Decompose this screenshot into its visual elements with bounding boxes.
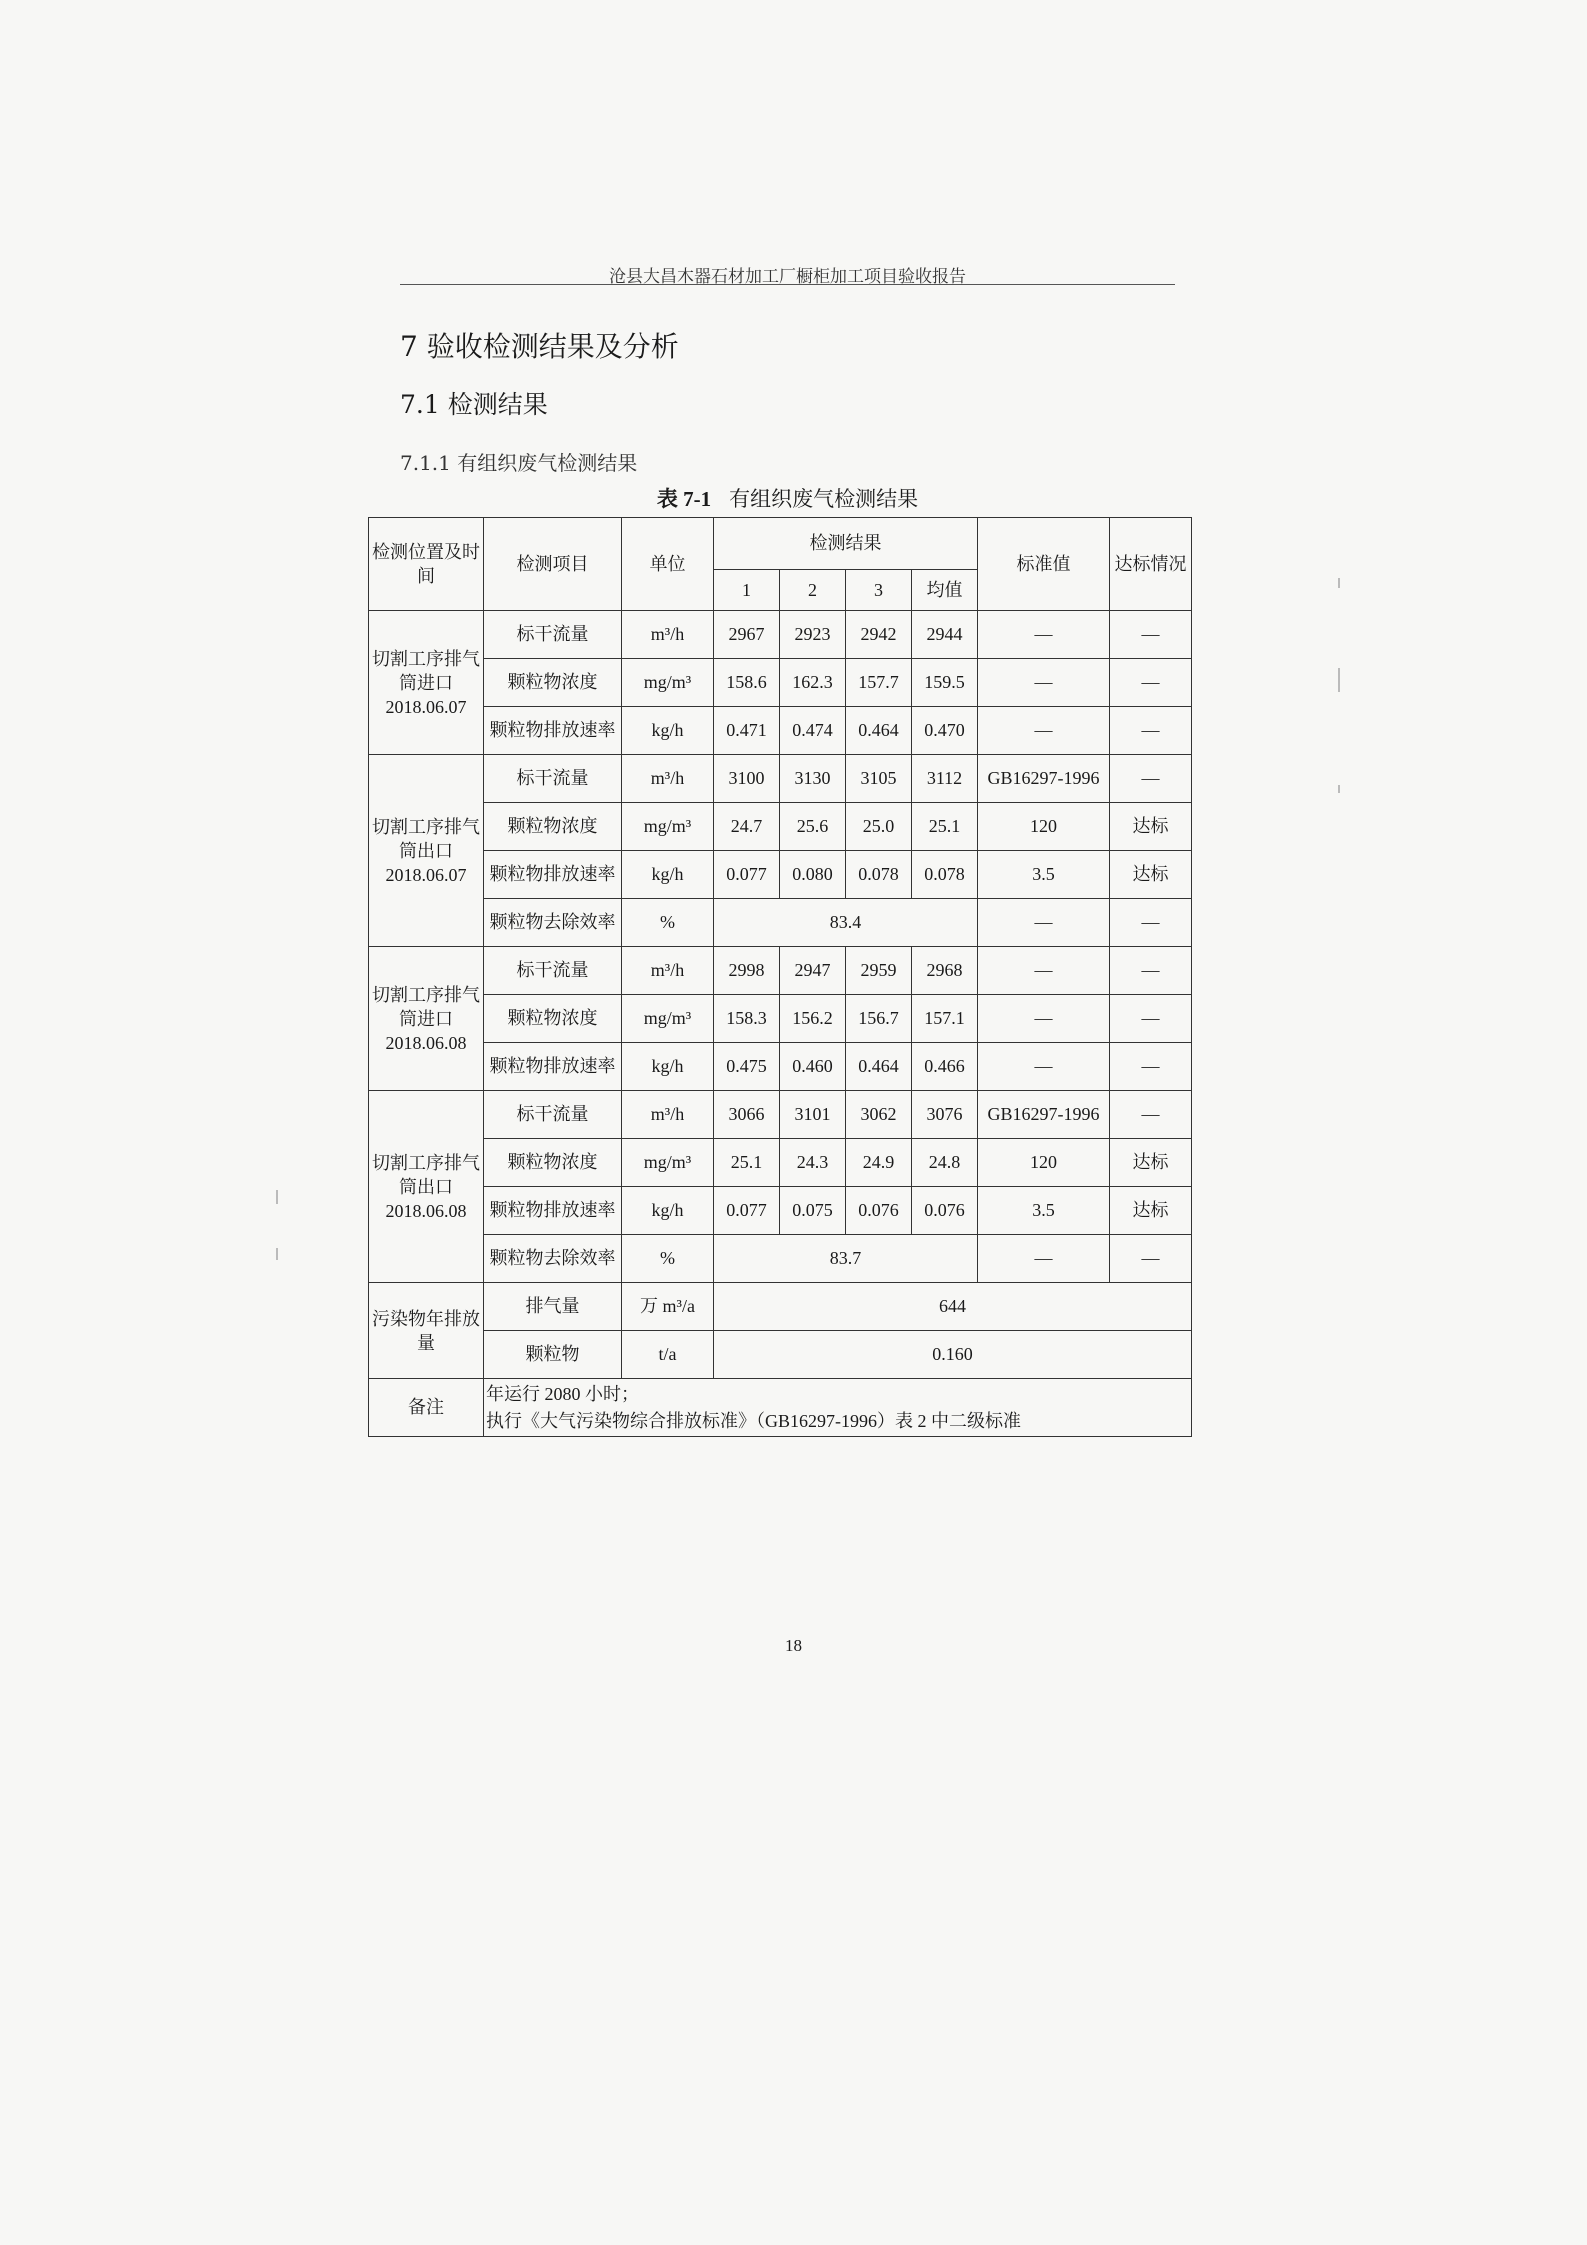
result-2-cell: 162.3 bbox=[780, 659, 846, 707]
section-title: 7.1 检测结果 bbox=[400, 390, 548, 419]
result-1-cell: 0.471 bbox=[714, 707, 780, 755]
average-cell: 3112 bbox=[912, 755, 978, 803]
compliance-cell: 达标 bbox=[1110, 851, 1192, 899]
result-1-cell: 0.475 bbox=[714, 1043, 780, 1091]
table-row bbox=[369, 707, 1192, 755]
average-cell: 0.470 bbox=[912, 707, 978, 755]
result-1-cell: 0.077 bbox=[714, 851, 780, 899]
compliance-cell: — bbox=[1110, 755, 1192, 803]
unit-cell: mg/m³ bbox=[622, 995, 714, 1043]
table-caption-title: 有组织废气检测结果 bbox=[729, 487, 919, 511]
unit-cell: kg/h bbox=[622, 707, 714, 755]
result-1-cell: 24.7 bbox=[714, 803, 780, 851]
annual-row bbox=[369, 1283, 1192, 1331]
annual-row bbox=[369, 1331, 1192, 1379]
result-3-cell: 24.9 bbox=[846, 1139, 912, 1187]
compliance-cell: — bbox=[1110, 1235, 1192, 1283]
unit-cell: mg/m³ bbox=[622, 659, 714, 707]
standard-cell: — bbox=[978, 1043, 1110, 1091]
result-3-cell: 0.464 bbox=[846, 707, 912, 755]
item-cell: 排气量 bbox=[484, 1283, 622, 1331]
result-1-cell: 25.1 bbox=[714, 1139, 780, 1187]
header-result-2: 2 bbox=[780, 570, 846, 611]
remarks-label-cell: 备注 bbox=[369, 1379, 484, 1437]
average-cell: 24.8 bbox=[912, 1139, 978, 1187]
standard-cell: 120 bbox=[978, 1139, 1110, 1187]
item-cell: 颗粒物去除效率 bbox=[484, 899, 622, 947]
result-2-cell: 2923 bbox=[780, 611, 846, 659]
result-2-cell: 24.3 bbox=[780, 1139, 846, 1187]
unit-cell: m³/h bbox=[622, 611, 714, 659]
remarks-line-2: 执行《大气污染物综合排放标准》（GB16297-1996）表 2 中二级标准 bbox=[486, 1410, 1021, 1431]
unit-cell: kg/h bbox=[622, 1043, 714, 1091]
scan-speck bbox=[1338, 578, 1340, 588]
table-row bbox=[369, 1091, 1192, 1139]
page-number: 18 bbox=[785, 1636, 802, 1655]
result-1-cell: 3066 bbox=[714, 1091, 780, 1139]
standard-cell: — bbox=[978, 947, 1110, 995]
unit-cell: mg/m³ bbox=[622, 1139, 714, 1187]
header-result-1: 1 bbox=[714, 570, 780, 611]
result-1-cell: 2967 bbox=[714, 611, 780, 659]
result-3-cell: 2959 bbox=[846, 947, 912, 995]
standard-cell: GB16297-1996 bbox=[978, 1091, 1110, 1139]
table-row bbox=[369, 659, 1192, 707]
table-body bbox=[369, 518, 1192, 1437]
scan-speck bbox=[276, 1248, 278, 1260]
item-cell: 颗粒物浓度 bbox=[484, 1139, 622, 1187]
compliance-cell: — bbox=[1110, 1043, 1192, 1091]
unit-cell: m³/h bbox=[622, 755, 714, 803]
unit-cell: 万 m³/a bbox=[622, 1283, 714, 1331]
standard-cell: 3.5 bbox=[978, 851, 1110, 899]
compliance-cell: — bbox=[1110, 707, 1192, 755]
item-cell: 颗粒物去除效率 bbox=[484, 1235, 622, 1283]
table-row bbox=[369, 611, 1192, 659]
header-location-time: 检测位置及时间 bbox=[369, 518, 484, 611]
header-compliance: 达标情况 bbox=[1110, 518, 1192, 611]
location-time-cell: 切割工序排气筒进口2018.06.07 bbox=[369, 611, 484, 755]
average-cell: 0.078 bbox=[912, 851, 978, 899]
result-2-cell: 3101 bbox=[780, 1091, 846, 1139]
results-table bbox=[368, 517, 1192, 1437]
item-cell: 标干流量 bbox=[484, 1091, 622, 1139]
standard-cell: — bbox=[978, 611, 1110, 659]
table-row bbox=[369, 947, 1192, 995]
result-2-cell: 0.460 bbox=[780, 1043, 846, 1091]
unit-cell: % bbox=[622, 899, 714, 947]
standard-cell: — bbox=[978, 1235, 1110, 1283]
header-results: 检测结果 bbox=[714, 518, 978, 570]
result-2-cell: 0.080 bbox=[780, 851, 846, 899]
subsection-title: 7.1.1 有组织废气检测结果 bbox=[400, 451, 638, 475]
unit-cell: mg/m³ bbox=[622, 803, 714, 851]
remarks-content-cell bbox=[484, 1379, 1192, 1437]
result-3-cell: 3105 bbox=[846, 755, 912, 803]
item-cell: 颗粒物浓度 bbox=[484, 995, 622, 1043]
scan-speck bbox=[1338, 668, 1340, 692]
efficiency-row bbox=[369, 899, 1192, 947]
annual-label-cell: 污染物年排放量 bbox=[369, 1283, 484, 1379]
location-time-cell: 切割工序排气筒出口2018.06.08 bbox=[369, 1091, 484, 1283]
efficiency-row bbox=[369, 1235, 1192, 1283]
header-standard: 标准值 bbox=[978, 518, 1110, 611]
compliance-cell: — bbox=[1110, 1091, 1192, 1139]
table-row bbox=[369, 995, 1192, 1043]
unit-cell: kg/h bbox=[622, 851, 714, 899]
result-3-cell: 25.0 bbox=[846, 803, 912, 851]
table-row bbox=[369, 803, 1192, 851]
result-1-cell: 0.077 bbox=[714, 1187, 780, 1235]
result-1-cell: 158.3 bbox=[714, 995, 780, 1043]
result-3-cell: 3062 bbox=[846, 1091, 912, 1139]
result-2-cell: 2947 bbox=[780, 947, 846, 995]
average-cell: 25.1 bbox=[912, 803, 978, 851]
unit-cell: % bbox=[622, 1235, 714, 1283]
scan-speck bbox=[276, 1190, 278, 1204]
header-item: 检测项目 bbox=[484, 518, 622, 611]
remarks-line-1: 年运行 2080 小时； bbox=[486, 1383, 639, 1404]
compliance-cell: 达标 bbox=[1110, 1187, 1192, 1235]
standard-cell: GB16297-1996 bbox=[978, 755, 1110, 803]
efficiency-value-cell: 83.4 bbox=[714, 899, 978, 947]
table-row bbox=[369, 755, 1192, 803]
item-cell: 颗粒物浓度 bbox=[484, 659, 622, 707]
result-2-cell: 0.474 bbox=[780, 707, 846, 755]
scan-speck bbox=[1338, 785, 1340, 793]
item-cell: 颗粒物排放速率 bbox=[484, 1043, 622, 1091]
remarks-row bbox=[369, 1379, 1192, 1437]
result-3-cell: 157.7 bbox=[846, 659, 912, 707]
running-header: 沧县大昌木器石材加工厂橱柜加工项目验收报告 bbox=[609, 267, 966, 287]
header-row bbox=[369, 518, 1192, 570]
table-row bbox=[369, 1043, 1192, 1091]
compliance-cell: — bbox=[1110, 899, 1192, 947]
location-time-cell: 切割工序排气筒出口2018.06.07 bbox=[369, 755, 484, 947]
average-cell: 157.1 bbox=[912, 995, 978, 1043]
item-cell: 标干流量 bbox=[484, 611, 622, 659]
compliance-cell: 达标 bbox=[1110, 803, 1192, 851]
standard-cell: — bbox=[978, 707, 1110, 755]
compliance-cell: — bbox=[1110, 995, 1192, 1043]
header-result-3: 3 bbox=[846, 570, 912, 611]
average-cell: 2968 bbox=[912, 947, 978, 995]
table-caption-number: 表 7-1 bbox=[656, 487, 712, 511]
standard-cell: — bbox=[978, 899, 1110, 947]
header-rule bbox=[400, 284, 1175, 285]
standard-cell: — bbox=[978, 995, 1110, 1043]
chapter-title: 7 验收检测结果及分析 bbox=[400, 330, 679, 363]
result-1-cell: 2998 bbox=[714, 947, 780, 995]
result-2-cell: 3130 bbox=[780, 755, 846, 803]
item-cell: 颗粒物排放速率 bbox=[484, 1187, 622, 1235]
header-average: 均值 bbox=[912, 570, 978, 611]
item-cell: 颗粒物排放速率 bbox=[484, 707, 622, 755]
result-2-cell: 25.6 bbox=[780, 803, 846, 851]
table-caption bbox=[400, 483, 1175, 513]
efficiency-value-cell: 83.7 bbox=[714, 1235, 978, 1283]
unit-cell: t/a bbox=[622, 1331, 714, 1379]
standard-cell: — bbox=[978, 659, 1110, 707]
item-cell: 标干流量 bbox=[484, 755, 622, 803]
average-cell: 0.466 bbox=[912, 1043, 978, 1091]
standard-cell: 3.5 bbox=[978, 1187, 1110, 1235]
item-cell: 颗粒物浓度 bbox=[484, 803, 622, 851]
result-1-cell: 158.6 bbox=[714, 659, 780, 707]
average-cell: 2944 bbox=[912, 611, 978, 659]
compliance-cell: — bbox=[1110, 659, 1192, 707]
annual-value-cell: 644 bbox=[714, 1283, 1192, 1331]
standard-cell: 120 bbox=[978, 803, 1110, 851]
unit-cell: m³/h bbox=[622, 1091, 714, 1139]
result-3-cell: 0.076 bbox=[846, 1187, 912, 1235]
result-3-cell: 0.464 bbox=[846, 1043, 912, 1091]
average-cell: 0.076 bbox=[912, 1187, 978, 1235]
header-unit: 单位 bbox=[622, 518, 714, 611]
result-1-cell: 3100 bbox=[714, 755, 780, 803]
item-cell: 颗粒物排放速率 bbox=[484, 851, 622, 899]
table-row bbox=[369, 851, 1192, 899]
annual-value-cell: 0.160 bbox=[714, 1331, 1192, 1379]
average-cell: 3076 bbox=[912, 1091, 978, 1139]
table-row bbox=[369, 1187, 1192, 1235]
compliance-cell: — bbox=[1110, 611, 1192, 659]
compliance-cell: — bbox=[1110, 947, 1192, 995]
result-2-cell: 0.075 bbox=[780, 1187, 846, 1235]
unit-cell: kg/h bbox=[622, 1187, 714, 1235]
result-3-cell: 156.7 bbox=[846, 995, 912, 1043]
result-3-cell: 0.078 bbox=[846, 851, 912, 899]
unit-cell: m³/h bbox=[622, 947, 714, 995]
table-row bbox=[369, 1139, 1192, 1187]
location-time-cell: 切割工序排气筒进口2018.06.08 bbox=[369, 947, 484, 1091]
result-3-cell: 2942 bbox=[846, 611, 912, 659]
item-cell: 标干流量 bbox=[484, 947, 622, 995]
item-cell: 颗粒物 bbox=[484, 1331, 622, 1379]
result-2-cell: 156.2 bbox=[780, 995, 846, 1043]
compliance-cell: 达标 bbox=[1110, 1139, 1192, 1187]
average-cell: 159.5 bbox=[912, 659, 978, 707]
